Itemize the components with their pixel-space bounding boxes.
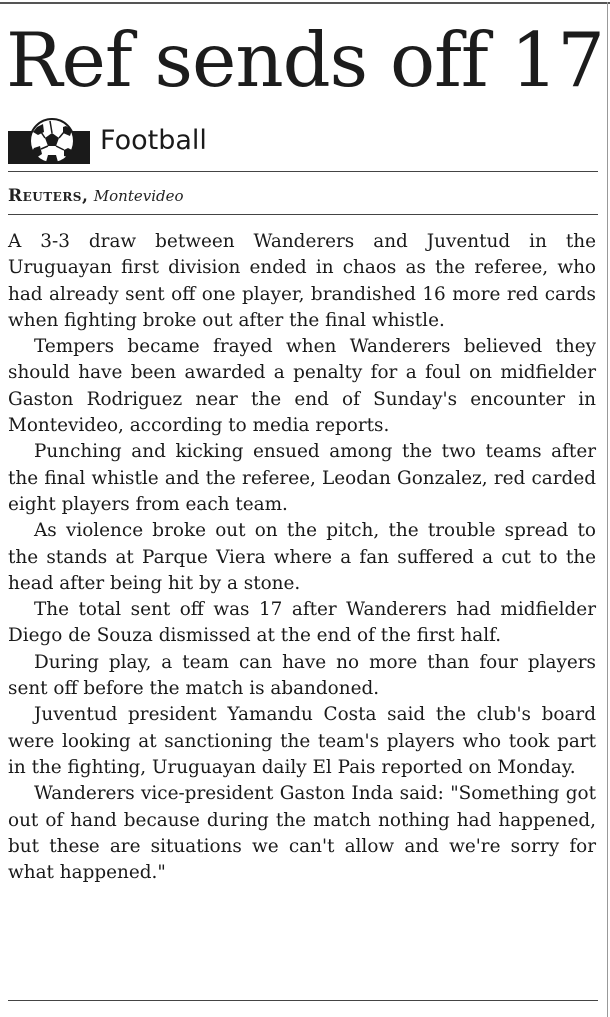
bottom-rule <box>8 1000 598 1001</box>
byline <box>8 186 184 206</box>
article-paragraph: During play, a team can have no more than four players sent off before the match is abandoned. <box>8 651 596 700</box>
article-paragraph: Tempers became frayed when Wanderers believed they should have been awarded a penalty for a foul on midfielder Gaston Rodriguez near the end of Sunday's encounter in Montevideo, according to media reports. <box>8 336 596 437</box>
headline: Ref sends off 17 <box>6 16 604 104</box>
byline-divider <box>8 214 598 215</box>
section-header <box>8 118 207 164</box>
article-paragraph: Wanderers vice-president Gaston Inda said: "Something got out of hand because during the match nothing had happened, but these are situations we can't allow and we're sorry for what happened." <box>8 783 596 884</box>
byline-agency: Reuters, <box>8 186 89 206</box>
section-divider <box>8 171 598 172</box>
article-paragraph: Punching and kicking ensued among the two teams after the final whistle and the referee, Leodan Gonzalez, red carded eight players from each team. <box>8 441 596 515</box>
byline-location: Montevideo <box>93 187 184 205</box>
article-paragraph: The total sent off was 17 after Wanderers had midfielder Diego de Souza dismissed at the end of the first half. <box>8 599 596 647</box>
section-label: Football <box>100 125 207 156</box>
article-paragraph: Juventud president Yamandu Costa said the club's board were looking at sanctioning the team's players who took part in the fighting, Uruguayan daily El Pais reported on Monday. <box>8 704 596 778</box>
top-rule <box>0 2 610 4</box>
right-rule <box>607 2 608 1017</box>
football-icon <box>8 118 90 164</box>
article-paragraph: A 3-3 draw between Wanderers and Juventud in the Uruguayan first division ended in chaos as the referee, who had already sent off one player, brandished 16 more red cards when fighting broke out after the final whistle. <box>8 231 596 331</box>
article-paragraph: As violence broke out on the pitch, the trouble spread to the stands at Parque Viera where a fan suffered a cut to the head after being hit by a stone. <box>8 520 596 594</box>
article-body <box>8 229 596 886</box>
